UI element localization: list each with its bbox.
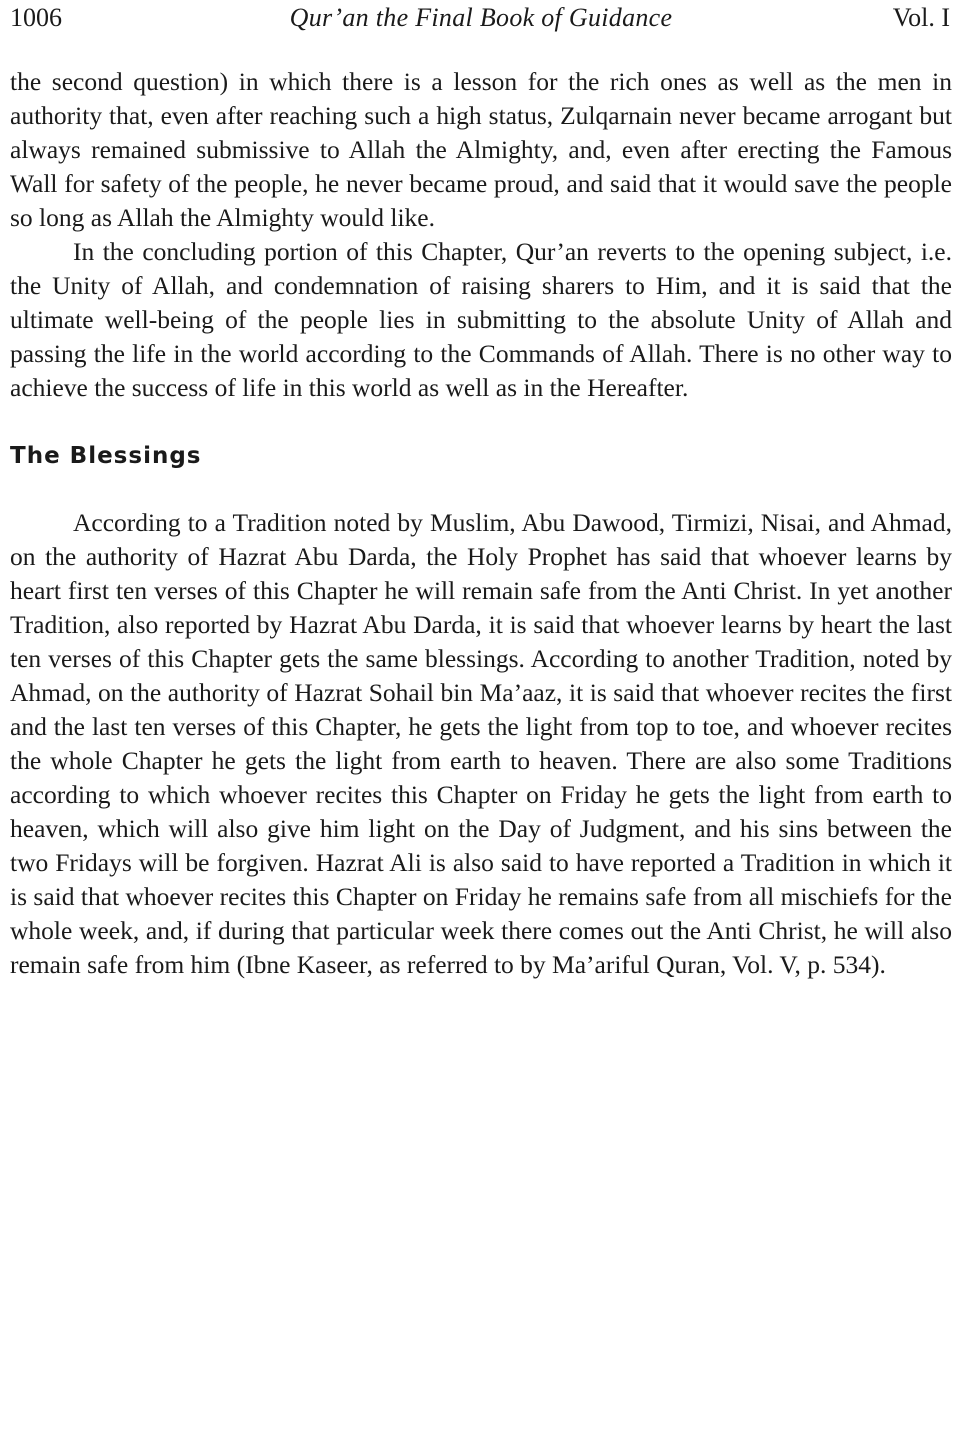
book-title: Qur’an the Final Book of Guidance (289, 3, 673, 32)
blessings-paragraph: According to a Tradition noted by Muslim, Abu Dawood, Tirmizi, Nisai, and Ahmad, on the authority of Hazrat Abu Darda, the Holy Prophet has said that whoever learns by heart first ten verses of this Chapter he will remain safe from the Anti Christ. In yet another Tradition, also reported by Hazrat Abu Darda, it is said that whoever learns by heart the last ten verses of this Chapter gets the same blessings. According to another Tradition, noted by Ahmad, on the authority of Hazrat Sohail bin Ma’aaz, it is said that whoever recites the first and the last ten verses of this Chapter, he gets the light from top to toe, and whoever recites the whole Chapter he gets the light from earth to heaven. There are also some Traditions according to which whoever recites this Chapter on Friday he gets the light from earth to heaven, which will also give him light on the Day of Judgment, and his sins between the two Fridays will be forgiven. Hazrat Ali is also said to have reported a Tradition in which it is said that whoever recites this Chapter on Friday he remains safe from all mischiefs for the whole week, and, if during that particular week there comes out the Anti Christ, he will also remain safe from him (Ibne Kaseer, as referred to by Ma’ariful Quran, Vol. V, p. 534). (10, 508, 952, 979)
section-heading: The Blessings (10, 443, 202, 469)
running-header (10, 0, 952, 36)
page-number: 1006 (10, 3, 62, 32)
concluding-paragraph: In the concluding portion of this Chapter, Qur’an reverts to the opening subject, i.e. the Unity of Allah, and condemnation of raising sharers to Him, and it is said that the ultimate well-being of the people lies in submitting to the absolute Unity of Allah and passing the life in the world according to the Commands of Allah. There is no other way to achieve the success of life in this world as well as in the Hereafter. (10, 237, 952, 402)
volume-label: Vol. I (892, 3, 950, 32)
continuation-paragraph: the second question) in which there is a lesson for the rich ones as well as the men in authority that, even after reaching such a high status, Zulqarnain never became arrogant but always remained submissive to Allah the Almighty, and, even after erecting the Famous Wall for safety of the people, he never became proud, and said that it would save the people so long as Allah the Almighty would like. (10, 67, 952, 232)
book-page (10, 0, 952, 982)
